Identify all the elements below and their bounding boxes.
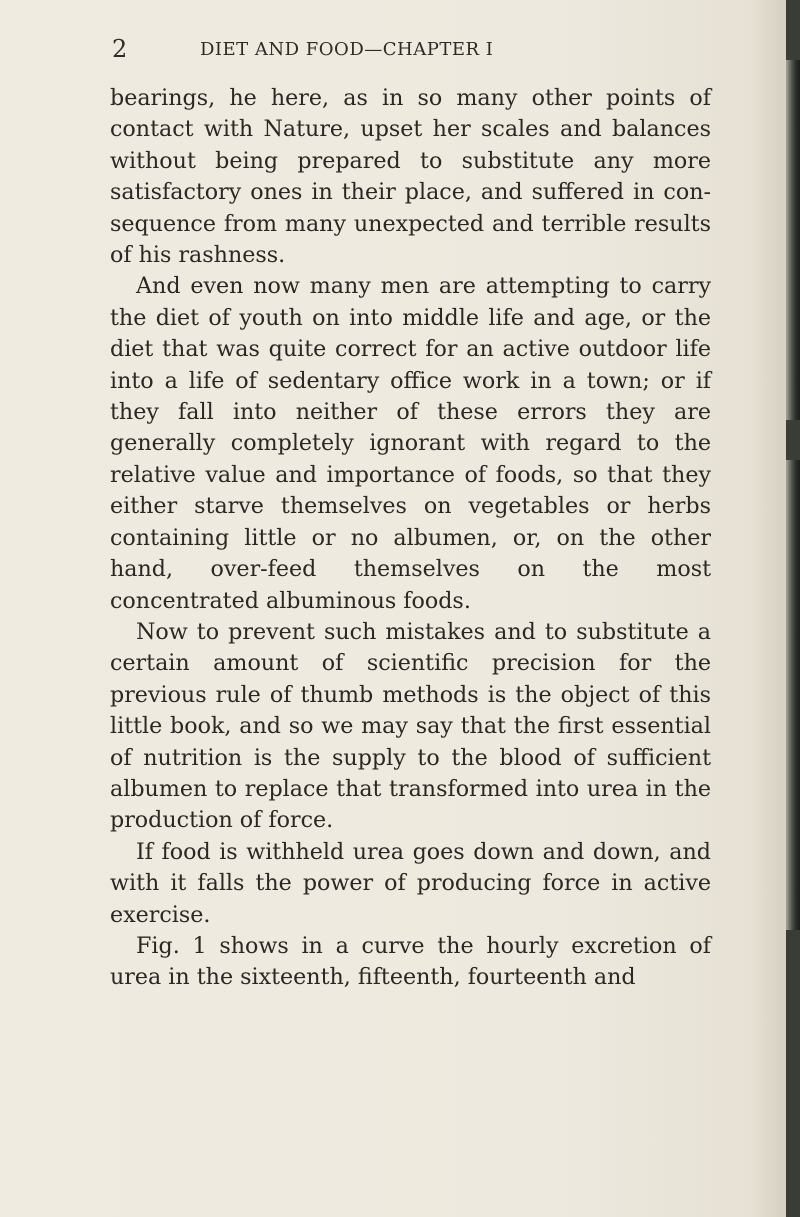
binding-shadow-band bbox=[786, 420, 800, 460]
paragraph: Fig. 1 shows in a curve the hourly excretion of urea in the sixteenth, fifteenth, fourteenth and bbox=[110, 932, 711, 991]
paragraph: And even now many men are attempting to carry the diet of youth on into middle life and age, or the diet that was quite correct for an active outdoor life into a life of sedentary office work in a town; or if they fall into neither of these errors they are generally completely ignorant with regard to the relative value and importance of foods, so that they either starve themselves on vegetables or herbs containing little or no albumen, or, on the other hand, over-feed themselves on the most concentrated albuminous foods. bbox=[110, 273, 711, 614]
page-number: 2 bbox=[112, 35, 128, 63]
book-binding-edge bbox=[786, 0, 800, 1217]
paragraph-continuation: bearings, he here, as in so many other points of contact with Nature, upset her scales and balances without being prepared to substitute any more satisfactory ones in their place, and suffered in con-sequence from many unexpected and terrible results of his rashness. bbox=[110, 85, 711, 269]
binding-shadow-band bbox=[786, 930, 800, 1217]
page-header bbox=[0, 34, 800, 64]
binding-shadow-band bbox=[786, 0, 800, 60]
paragraph: If food is withheld urea goes down and down, and with it falls the power of producing force in active exercise. bbox=[110, 838, 711, 928]
paragraph: Now to prevent such mistakes and to substitute a certain amount of scientific precision for the previous rule of thumb methods is the object of this little book, and so we may say that the first essential of nutrition is the supply to the blood of sufficient albumen to replace that transformed into urea in the production of force. bbox=[110, 618, 711, 834]
running-head: DIET AND FOOD—CHAPTER I bbox=[200, 39, 494, 60]
body-text bbox=[110, 83, 711, 994]
